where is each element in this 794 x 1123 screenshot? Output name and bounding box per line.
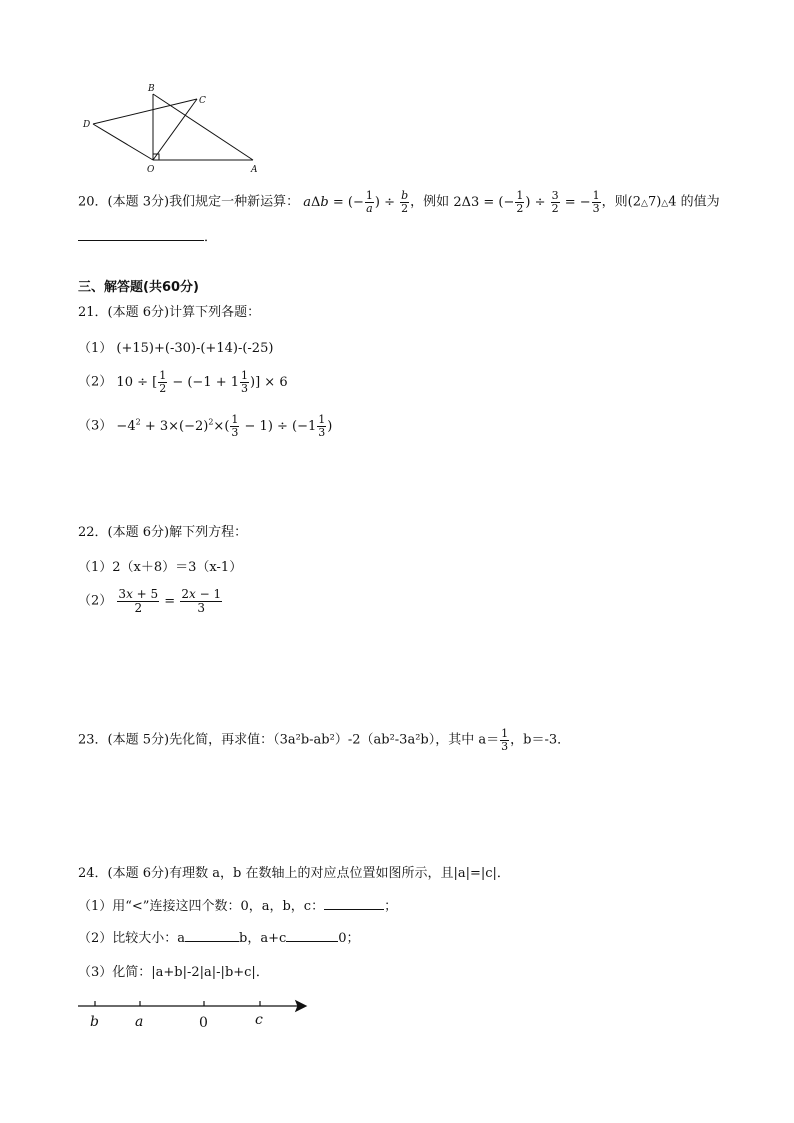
part-label: （2） (78, 593, 113, 609)
value-text: 的值为 (680, 194, 720, 210)
segment-do (93, 124, 153, 160)
question-22 (78, 521, 247, 540)
question-23: 23．(本题 5分)先化简，再求值：（3a²b-ab²）-2（ab²-3a²b），其中 a＝ $\frac{1}{3}$ ，b＝-3． (78, 727, 571, 753)
part-label: （1） (78, 560, 113, 575)
question-text: 有理数 a，b 在数轴上的对应点位置如图所示，且|a|=|c|． (169, 866, 510, 881)
q24-part-3 (78, 961, 269, 980)
question-24 (78, 862, 510, 881)
triangle-op: △ (661, 198, 669, 209)
q24-part-2 (78, 927, 360, 946)
part-text: 0； (338, 931, 360, 946)
q22-part-2 (78, 588, 223, 614)
question-tail: ，b＝-3． (510, 732, 571, 748)
point-label-c: C (199, 96, 206, 106)
q21-part-2 (78, 370, 288, 394)
part-label: （3） (78, 418, 113, 434)
label-c: c (255, 1012, 263, 1028)
geometry-figure (75, 80, 275, 180)
label-a: a (135, 1014, 144, 1030)
part-label: （1） (78, 341, 113, 356)
score-info: (本题 6分) (107, 525, 170, 540)
label-zero: 0 (199, 1015, 208, 1031)
question-20 (78, 190, 720, 215)
question-text: 先化简，再求值：（3a²b-ab²）-2（ab²-3a²b），其中 a＝ (169, 732, 500, 748)
answer-blank-20[interactable] (78, 226, 217, 245)
score-info: (本题 6分) (107, 866, 170, 881)
point-label-d: D (83, 120, 91, 130)
answer-blank-ac[interactable] (286, 929, 338, 942)
example-expression: 2Δ3 = (− $\frac{1}{2}$ ) ÷ $\frac{3}{2}$ = − $\frac{1}{3}$ (453, 189, 600, 215)
expression: 10 ÷ [ $\frac{1}{2}$ − (−1 + 1 $\frac{1}{3}$ )] × 6 (116, 369, 288, 395)
question-text: 我们规定一种新运算： (169, 194, 300, 210)
q21-part-1 (78, 337, 273, 356)
label-b: b (90, 1014, 99, 1030)
answer-blank-ab[interactable] (185, 929, 239, 942)
then-text: ，则(2 (601, 194, 642, 210)
question-21 (78, 301, 260, 320)
score-info: (本题 5分) (107, 732, 170, 748)
question-number: 21． (78, 305, 108, 320)
point-label-b: B (148, 84, 155, 94)
question-number: 20． (78, 194, 108, 210)
part-label: （2） (78, 374, 113, 390)
operation-definition: aΔb = (− $\frac{1}{a}$ ) ÷ $\frac{b}{2}$ (303, 189, 409, 215)
period: ． (204, 230, 218, 245)
number-seven: 7) (647, 194, 662, 210)
part-text: （2）比较大小：a (78, 931, 186, 946)
score-info: (本题 6分) (107, 305, 170, 320)
question-number: 24． (78, 866, 108, 881)
number-line (70, 992, 320, 1032)
equation: 2（x＋8）＝3（x-1） (112, 560, 243, 575)
semicolon: ； (384, 899, 398, 914)
part-text: （1）用“<”连接这四个数：0，a，b，c： (78, 899, 325, 914)
expression: $-4^2 + 3\times(-2)^2\times$( $\frac{1}{3}$ − 1) ÷ (−1 $\frac{1}{3}$ ) (116, 413, 333, 439)
q21-part-3 (78, 414, 332, 438)
triangle-op: △ (641, 198, 648, 209)
question-number: 22． (78, 525, 108, 540)
question-text: 计算下列各题： (169, 305, 261, 320)
point-label-o: O (147, 165, 155, 175)
section-title: 三、解答题(共60分) (78, 280, 199, 295)
q24-part-1 (78, 895, 397, 914)
part-text: （3）化简：|a+b|-2|a|-|b+c|． (78, 965, 269, 980)
equation: $\frac{3x + 5}{2}$ = $\frac{2x - 1}{3}$ (118, 587, 222, 615)
question-number: 23． (78, 732, 108, 748)
question-text: 解下列方程： (169, 525, 248, 540)
axis-arrow (296, 1001, 306, 1011)
q22-part-1 (78, 556, 242, 575)
part-text: b，a+c (239, 931, 287, 946)
point-label-a: A (251, 165, 258, 175)
number-four: 4 (668, 194, 677, 210)
answer-blank[interactable] (324, 897, 384, 910)
expression: (+15)+(-30)-(+14)-(-25) (116, 341, 274, 356)
example-label: ，例如 (410, 194, 450, 210)
score-info: (本题 3分) (107, 194, 170, 210)
